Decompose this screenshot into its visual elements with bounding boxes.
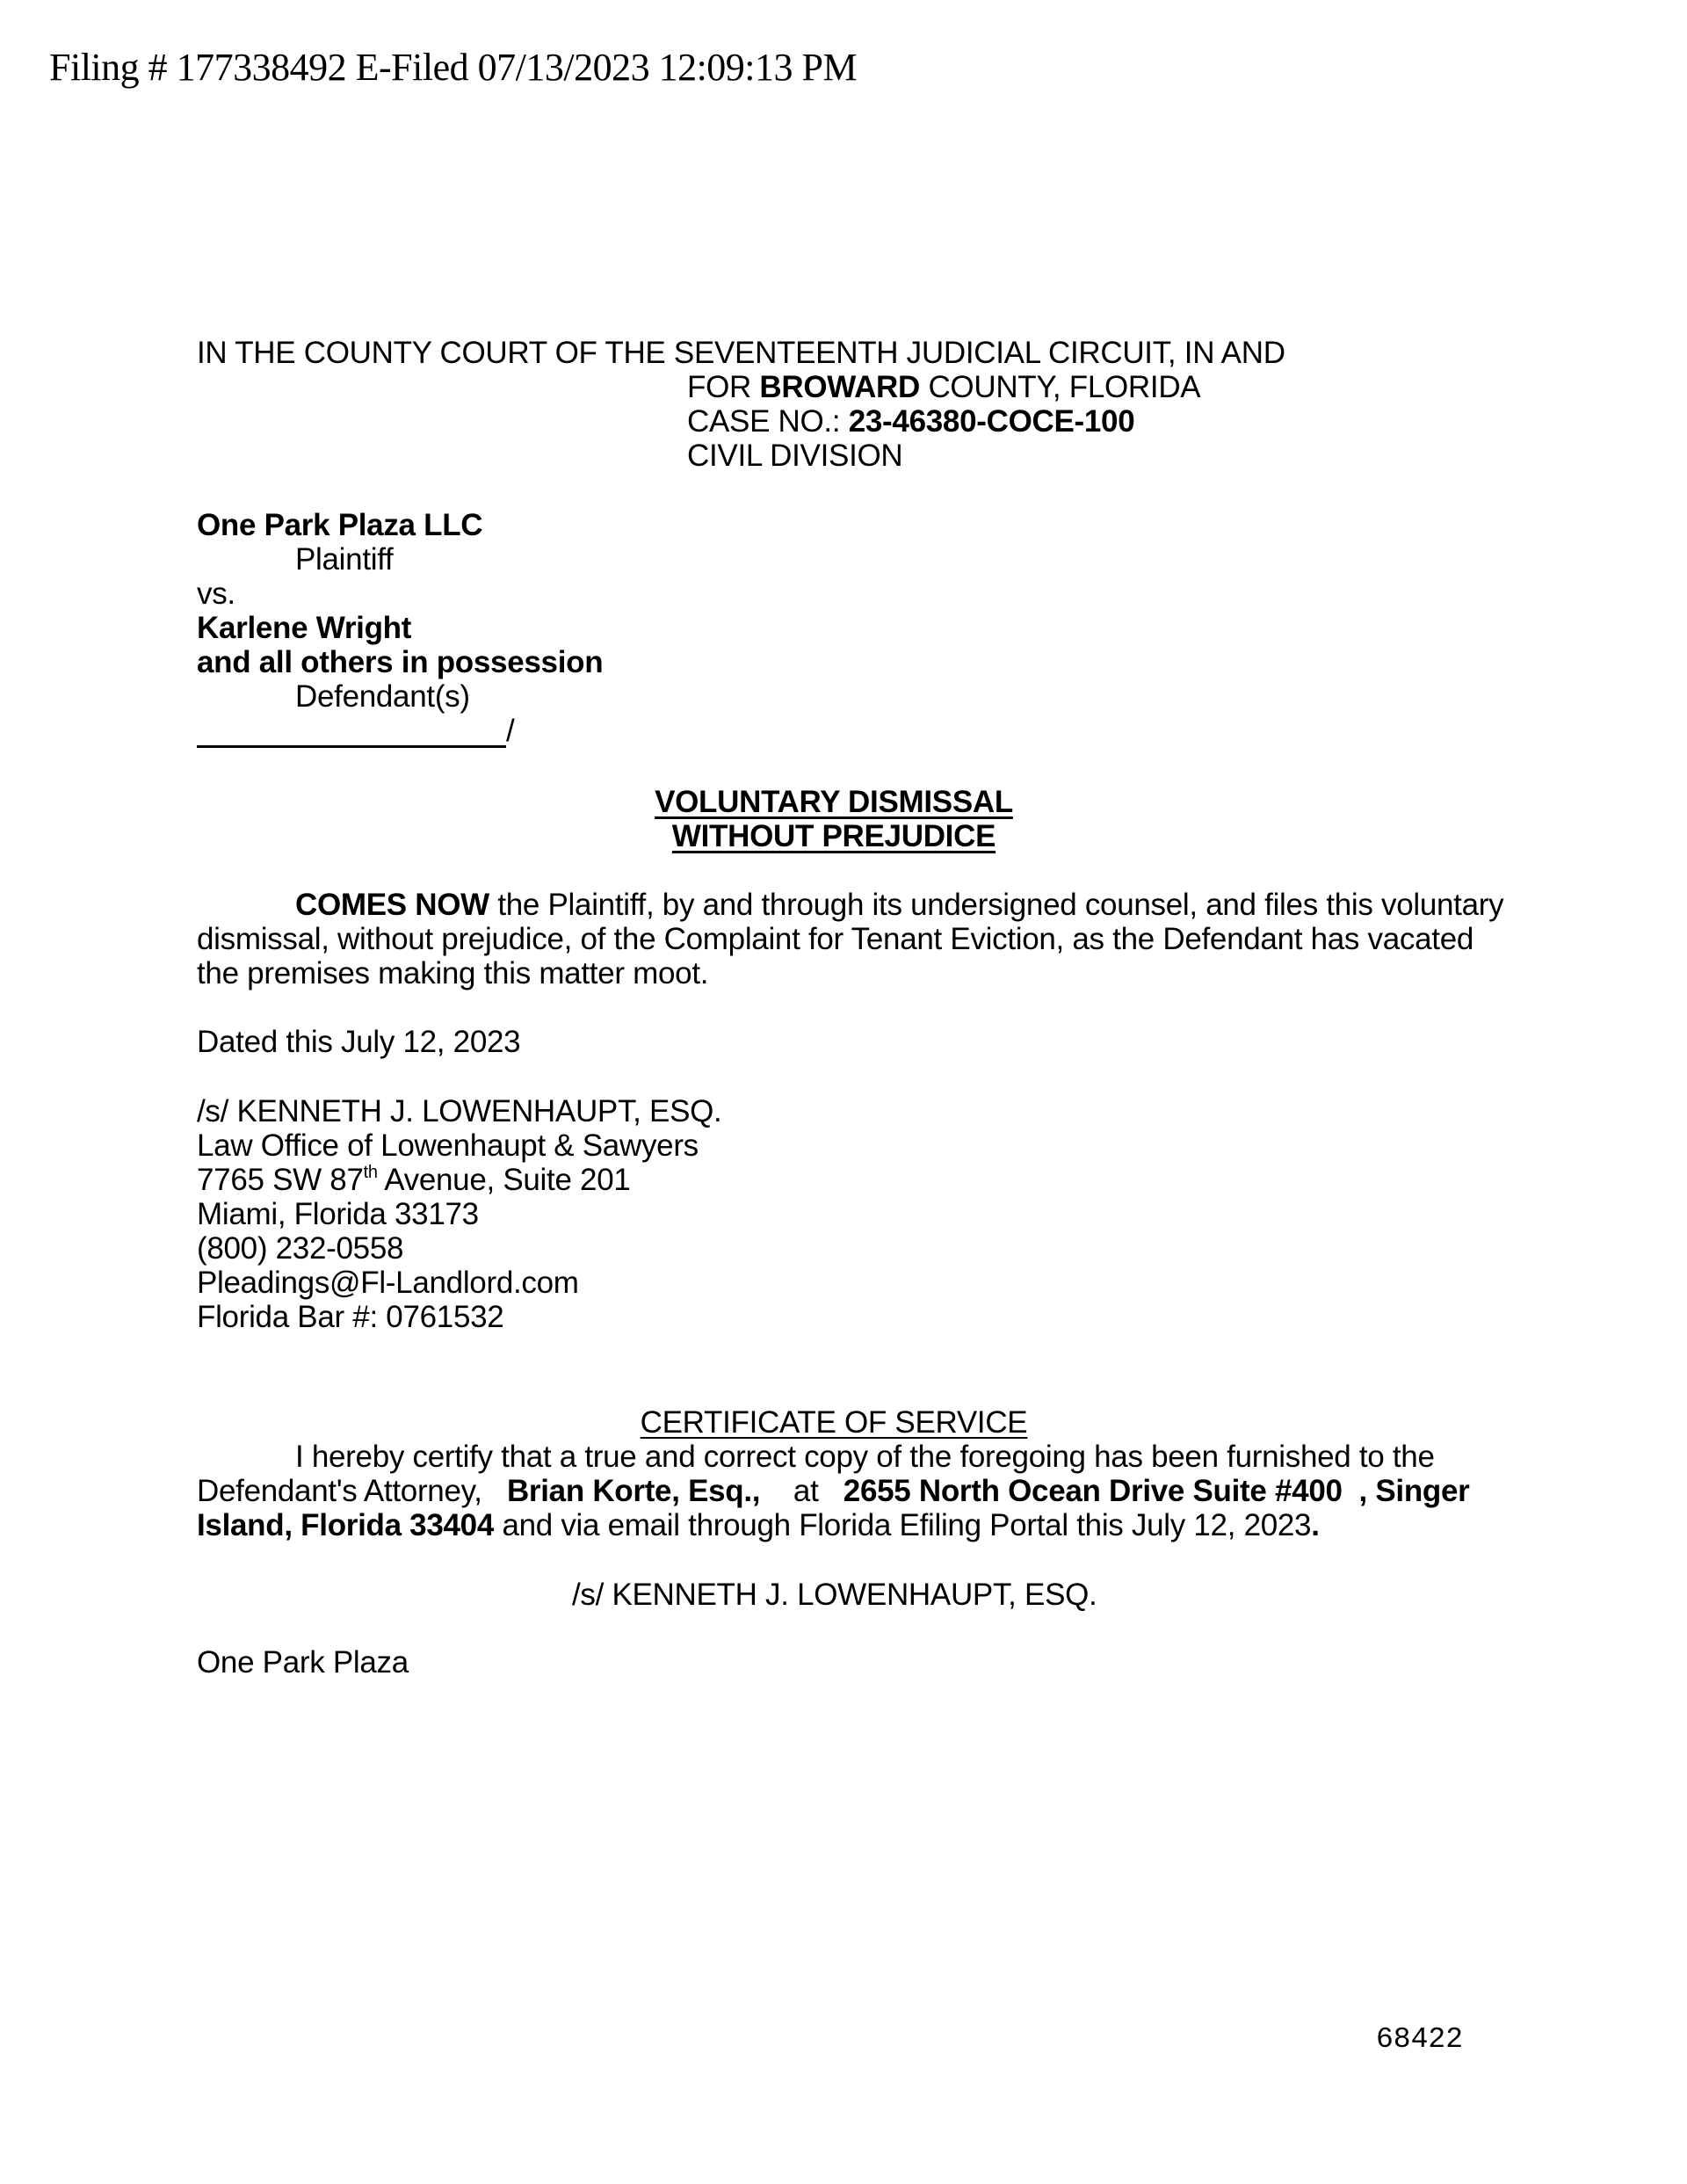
county-line [687, 370, 1200, 404]
certificate-line-3 [197, 1508, 1497, 1542]
signature: /s/ KENNETH J. LOWENHAUPT, ESQ. [197, 1094, 722, 1128]
dated-line: Dated this July 12, 2023 [197, 1025, 521, 1059]
firm-phone: (800) 232-0558 [197, 1231, 404, 1266]
parties-block [197, 508, 603, 748]
court-line: IN THE COUNTY COURT OF THE SEVENTEENTH JUDICIAL CIRCUIT, IN AND [197, 336, 1285, 370]
versus: vs. [197, 577, 235, 611]
county-name: BROWARD [759, 370, 921, 404]
defendant-others: and all others in possession [197, 645, 604, 679]
blank-underline [197, 715, 506, 748]
body-lead: COMES NOW [295, 888, 489, 922]
firm-address [197, 1163, 721, 1197]
case-number-line [687, 404, 1134, 439]
defendant-name: Karlene Wright [197, 611, 412, 645]
firm-name: Law Office of Lowenhaupt & Sawyers [197, 1128, 699, 1163]
address-ordinal: th [363, 1163, 378, 1182]
title-line-1: VOLUNTARY DISMISSAL [655, 785, 1013, 819]
attorney-label: Defendant's Attorney, [197, 1474, 507, 1508]
certificate-signature: /s/ KENNETH J. LOWENHAUPT, ESQ. [572, 1578, 1097, 1612]
caption-slash: / [506, 714, 515, 748]
plaintiff-name: One Park Plaza LLC [197, 508, 483, 542]
county-suffix: COUNTY, FLORIDA [920, 370, 1201, 404]
defendant-role: Defendant(s) [295, 679, 470, 714]
body-line-1: the Plaintiff, by and through its undersigned counsel, and files this voluntary [489, 888, 1504, 922]
period: . [1311, 1508, 1320, 1542]
firm-email[interactable]: Pleadings@Fl-Landlord.com [197, 1266, 579, 1300]
body-line-3: the premises making this matter moot. [197, 956, 709, 990]
document-title [197, 785, 1471, 853]
division: CIVIL DIVISION [687, 439, 903, 473]
footer-party: One Park Plaza [197, 1645, 409, 1680]
attorney-city: Island, Florida 33404 [197, 1508, 495, 1542]
certificate-line-2 [197, 1474, 1497, 1508]
signature-block [197, 1094, 721, 1334]
firm-city: Miami, Florida 33173 [197, 1197, 479, 1231]
case-label: CASE NO.: [687, 404, 849, 439]
title-line-2: WITHOUT PREJUDICE [671, 819, 996, 853]
defendant-attorney: Brian Korte, Esq., [506, 1474, 761, 1508]
certificate-heading-wrap [197, 1405, 1471, 1440]
address-suite: Avenue, Suite 201 [377, 1163, 631, 1197]
body-line-2: dismissal, without prejudice, of the Complaint for Tenant Eviction, as the Defendant has vacated [197, 922, 1474, 956]
plaintiff-role: Plaintiff [295, 542, 394, 577]
certificate-heading: CERTIFICATE OF SERVICE [640, 1405, 1028, 1440]
service-method: and via email through Florida Efiling Portal this July 12, 2023 [494, 1508, 1312, 1542]
for-prefix: FOR [687, 370, 760, 404]
bar-number: Florida Bar #: 0761532 [197, 1300, 504, 1334]
case-number: 23-46380-COCE-100 [848, 404, 1135, 439]
body-paragraph [197, 888, 1504, 990]
caption-rule [197, 714, 603, 748]
address-street: 7765 SW 87 [197, 1163, 364, 1197]
attorney-address: 2655 North Ocean Drive Suite #400 , Singer [843, 1474, 1470, 1508]
page-code: 68422 [1376, 2023, 1464, 2056]
certificate-paragraph [197, 1440, 1497, 1542]
certificate-line-1: I hereby certify that a true and correct copy of the foregoing has been furnished to the [295, 1440, 1435, 1474]
filing-stamp: Filing # 177338492 E-Filed 07/13/2023 12:09:13 PM [49, 46, 858, 89]
at-label: at [760, 1474, 844, 1508]
